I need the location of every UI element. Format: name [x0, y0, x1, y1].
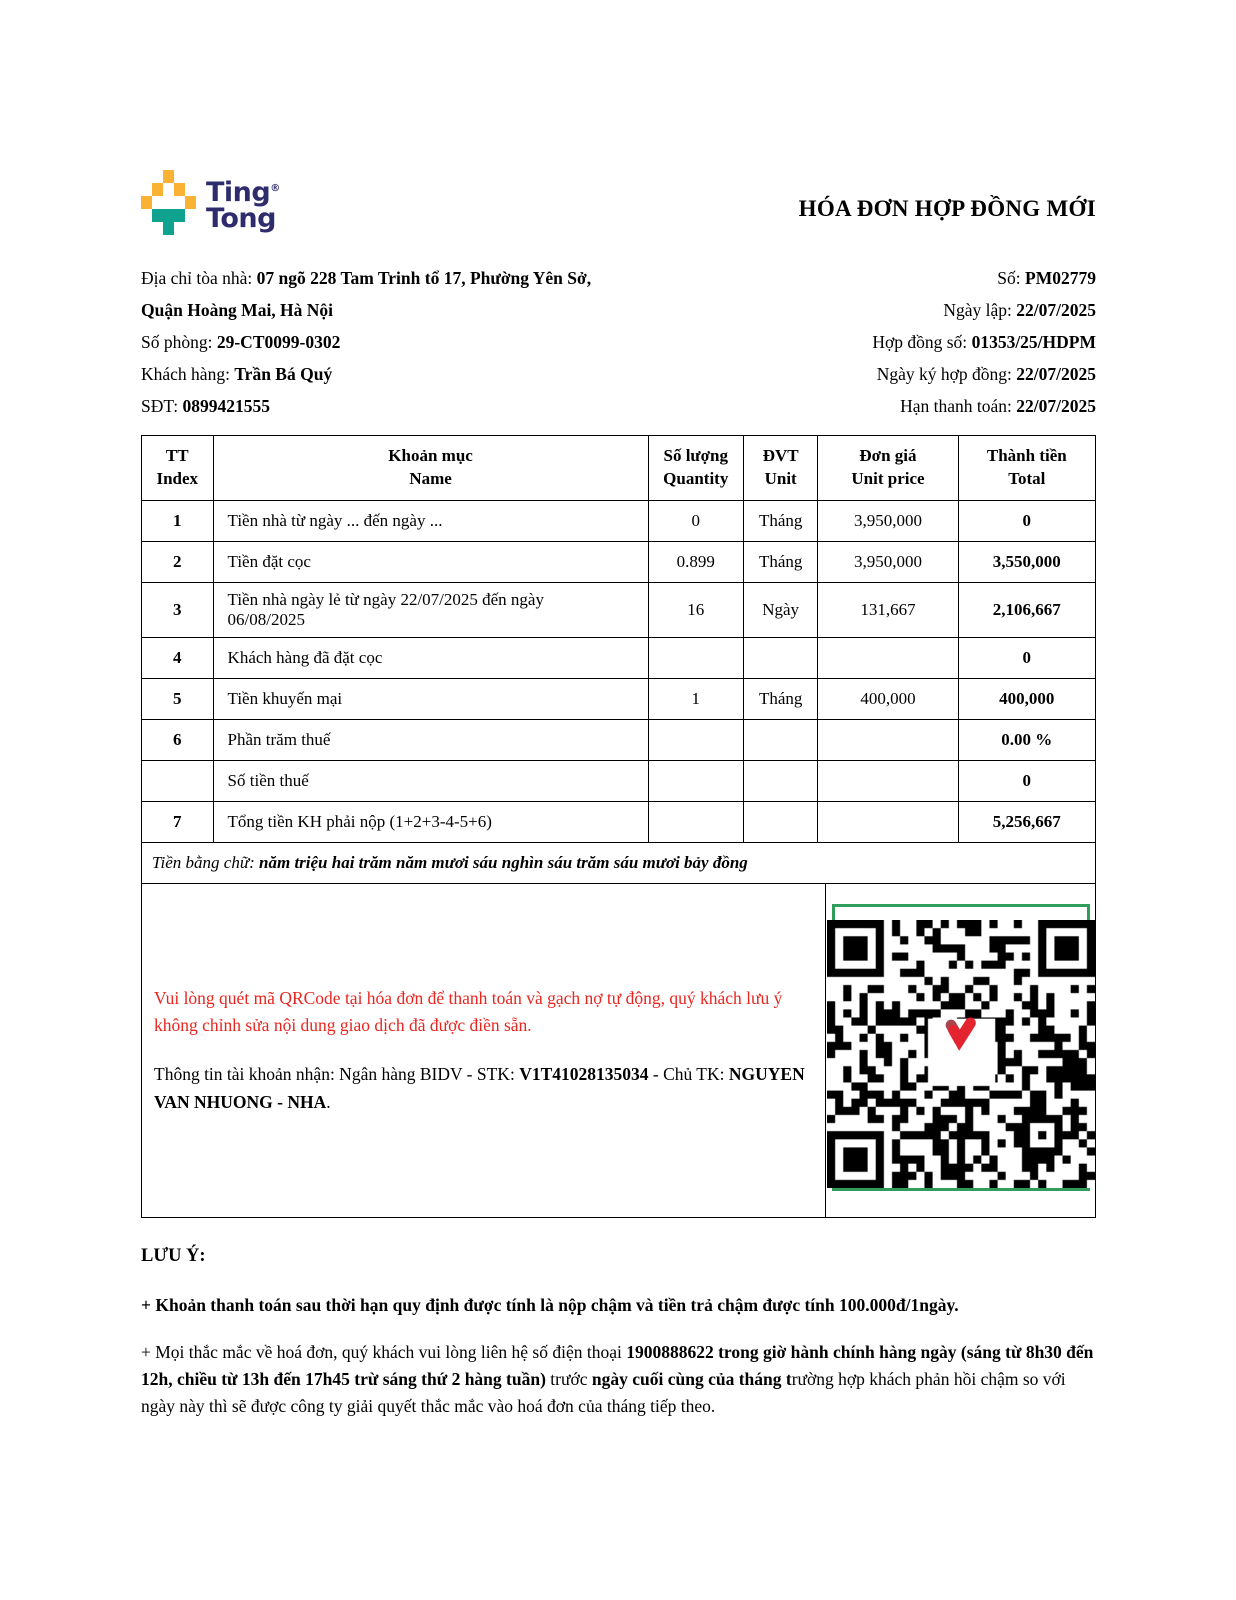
table-cell: 400,000 [958, 678, 1095, 719]
invoice-number: Số: PM02779 [997, 268, 1096, 288]
table-cell: 0.899 [648, 541, 743, 582]
table-cell: Ngày [743, 582, 817, 637]
table-cell [648, 760, 743, 801]
table-cell: 0 [958, 760, 1095, 801]
table-header-cell: Số lượng Quantity [648, 436, 743, 501]
table-cell [818, 637, 958, 678]
table-cell [743, 719, 817, 760]
table-header-cell: ĐVT Unit [743, 436, 817, 501]
table-row [142, 582, 1096, 637]
table-cell: 7 [142, 801, 214, 842]
table-cell [743, 637, 817, 678]
amount-in-words: Tiền bằng chữ: năm triệu hai trăm năm mươi sáu nghìn sáu trăm sáu mươi bảy đồng [142, 842, 1096, 883]
table-cell [818, 801, 958, 842]
table-cell: 0 [648, 500, 743, 541]
customer-name: Khách hàng: Trần Bá Quý [141, 364, 333, 384]
table-cell: Phần trăm thuế [213, 719, 648, 760]
contract-sign-date: Ngày ký hợp đồng: 22/07/2025 [876, 364, 1096, 384]
table-cell: 5,256,667 [958, 801, 1095, 842]
table-cell: 131,667 [818, 582, 958, 637]
table-cell: Khách hàng đã đặt cọc [213, 637, 648, 678]
notes-heading: LƯU Ý: [141, 1245, 206, 1266]
table-cell: 5 [142, 678, 214, 719]
customer-phone: SĐT: 0899421555 [141, 396, 270, 416]
qr-cell [826, 884, 1095, 1217]
table-cell: 0 [958, 500, 1095, 541]
table-cell: Tháng [743, 500, 817, 541]
table-cell: Tổng tiền KH phải nộp (1+2+3-4-5+6) [213, 801, 648, 842]
table-cell: 2 [142, 541, 214, 582]
customer-info [141, 262, 676, 422]
logo-word-ting: Ting [206, 177, 271, 208]
qr-warning-text: Vui lòng quét mã QRCode tại hóa đơn để thanh toán và gạch nợ tự động, quý khách lưu ý không chỉnh sửa nội dung giao dịch đã được điền sẵn. [154, 988, 783, 1036]
table-cell: 0 [958, 637, 1095, 678]
page-title: HÓA ĐƠN HỢP ĐỒNG MỚI [798, 196, 1096, 221]
table-row [142, 760, 1096, 801]
table-cell: 0.00 % [958, 719, 1095, 760]
table-cell: 3,950,000 [818, 500, 958, 541]
table-cell: 2,106,667 [958, 582, 1095, 637]
table-cell [818, 760, 958, 801]
table-cell: Tiền nhà từ ngày ... đến ngày ... [213, 500, 648, 541]
notes-section [141, 1242, 1096, 1420]
table-row [142, 801, 1096, 842]
table-header-cell: Đơn giá Unit price [818, 436, 958, 501]
issue-date: Ngày lập: 22/07/2025 [943, 300, 1096, 320]
table-row [142, 500, 1096, 541]
vietqr-v-icon [936, 1010, 986, 1060]
table-header-row [142, 436, 1096, 501]
table-cell [648, 719, 743, 760]
tingtong-logo-icon [141, 170, 196, 235]
table-cell [743, 801, 817, 842]
table-row [142, 678, 1096, 719]
table-cell: 3 [142, 582, 214, 637]
table-cell [648, 801, 743, 842]
invoice-meta [872, 262, 1096, 422]
table-row [142, 637, 1096, 678]
table-row [142, 719, 1096, 760]
invoice-table [141, 435, 1096, 884]
table-cell: 3,550,000 [958, 541, 1095, 582]
payment-due-date: Hạn thanh toán: 22/07/2025 [900, 396, 1096, 416]
table-cell: Tiền khuyến mại [213, 678, 648, 719]
amount-in-words-row [142, 842, 1096, 883]
table-cell: 16 [648, 582, 743, 637]
room-number: Số phòng: 29-CT0099-0302 [141, 332, 341, 352]
table-cell: Tiền nhà ngày lẻ từ ngày 22/07/2025 đến ngày 06/08/2025 [213, 582, 648, 637]
table-cell: Số tiền thuế [213, 760, 648, 801]
table-cell [743, 760, 817, 801]
invoice-info [141, 262, 1096, 422]
account-number: V1T41028135034 [519, 1064, 649, 1085]
table-cell: 400,000 [818, 678, 958, 719]
tingtong-logo [141, 170, 280, 235]
table-cell: Tháng [743, 541, 817, 582]
building-address-line1: Địa chỉ tòa nhà: 07 ngõ 228 Tam Trinh tổ 17, Phường Yên Sở, [141, 268, 592, 288]
contract-number: Hợp đồng số: 01353/25/HDPM [872, 332, 1096, 352]
table-cell: Tháng [743, 678, 817, 719]
table-header-cell: Thành tiền Total [958, 436, 1095, 501]
table-cell: 6 [142, 719, 214, 760]
table-cell: Tiền đặt cọc [213, 541, 648, 582]
building-address-line2: Quận Hoàng Mai, Hà Nội [141, 300, 334, 320]
table-cell [648, 637, 743, 678]
payment-instructions [142, 884, 826, 1217]
payment-section [141, 884, 1096, 1218]
table-cell: 4 [142, 637, 214, 678]
late-payment-note: + Khoản thanh toán sau thời hạn quy định được tính là nộp chậm và tiền trả chậm được tính 100.000đ/1ngày. [141, 1294, 959, 1315]
table-cell: 1 [142, 500, 214, 541]
registered-mark: ® [270, 183, 280, 194]
tingtong-logo-text [206, 176, 280, 232]
table-header-cell: TT Index [142, 436, 214, 501]
table-cell: 1 [648, 678, 743, 719]
invoice-header [141, 170, 1096, 235]
table-cell [818, 719, 958, 760]
table-cell [142, 760, 214, 801]
account-holder: NGUYEN VAN NHUONG - NHA [154, 1064, 805, 1112]
table-row [142, 541, 1096, 582]
table-header-cell: Khoản mục Name [213, 436, 648, 501]
table-cell: 3,950,000 [818, 541, 958, 582]
bank-account-info: Thông tin tài khoản nhận: Ngân hàng BIDV - STK: V1T41028135034 - Chủ TK: NGUYEN VAN NHUONG - NHA. [154, 1064, 805, 1112]
hotline-note: + Mọi thắc mắc về hoá đơn, quý khách vui lòng liên hệ số điện thoại 1900888622 trong giờ hành chính hàng ngày (sáng từ 8h30 đến 12h, chiều từ 13h đến 17h45 trừ sáng thứ 2 hàng tuần) trước ngày cuối cùng của tháng trường hợp khách phản hồi chậm so với ngày này thì sẽ được công ty giải quyết thắc mắc vào hoá đơn của tháng tiếp theo. [141, 1341, 1094, 1416]
qr-code [832, 904, 1090, 1191]
logo-word-tong: Tong [206, 203, 276, 234]
